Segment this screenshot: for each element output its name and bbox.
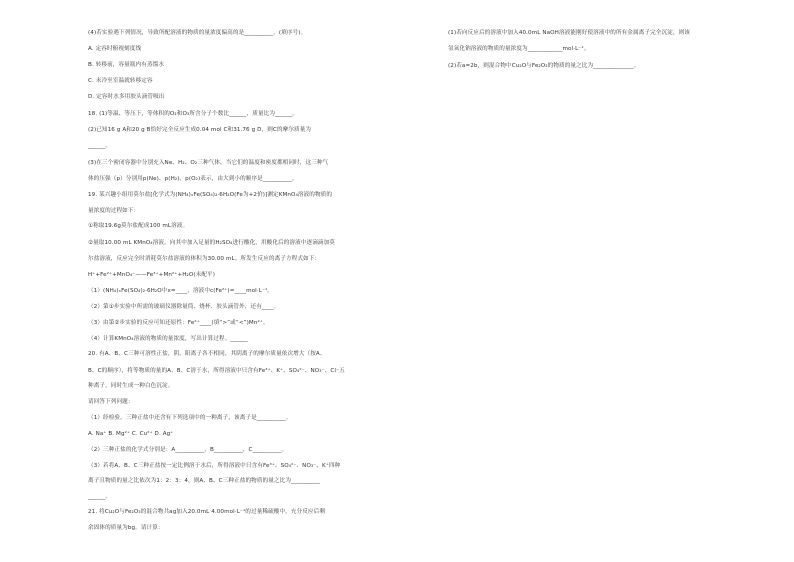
right-text-line: (2)若a=2b，则混合物中Cu₂O与Fe₂O₃的物质的量之比为______________。 bbox=[448, 63, 640, 69]
left-text-line: （4）计算KMnO₄溶液的物质的量浓度，写出计算过程。______ bbox=[88, 336, 248, 342]
left-text-line: ②量取10.00 mL KMnO₄溶液，向其中加入足量的H₂SO₄进行酸化，用酸化后的溶液中逐滴滴加莫 bbox=[88, 240, 335, 246]
left-text-line: (2)已知16 g A和20 g B恰好完全反应生成0.04 mol C和31.76 g D，则C的摩尔质量为 bbox=[88, 127, 312, 133]
left-text-line: (4)若实验遇下列情况，导致所配溶液的物质的量浓度偏高的是__________。(填序号)。 bbox=[88, 30, 307, 36]
left-text-line: ①称取19.6g莫尔盐配成100 mL溶液。 bbox=[88, 223, 189, 229]
left-text-line: ______。 bbox=[88, 494, 112, 500]
left-text-line: B. 转移前，容量瓶内有蒸馏水 bbox=[88, 62, 165, 68]
left-text-line: A. Na⁺ B. Mg²⁺ C. Cu²⁺ D. Ag⁺ bbox=[88, 431, 174, 437]
left-text-line: H⁺+Fe²⁺+MnO₄⁻——Fe³⁺+Mn²⁺+H₂O(未配平) bbox=[88, 272, 216, 278]
left-text-line: (3)在三个密闭容器中分别充入Ne、H₂、O₂三种气体，当它们的温度和密度都相同时，这三种气 bbox=[88, 160, 329, 166]
left-text-line: C. 未冷至室温就转移定容 bbox=[88, 78, 153, 84]
left-text-line: （3）由第②步实验的反应可知还原性：Fe²⁺____(填“>”或“<”)Mn²⁺。 bbox=[88, 320, 269, 326]
left-text-line: D. 定容时水多用胶头滴管吸出 bbox=[88, 94, 165, 100]
left-text-line: 21. 将Cu₂O与Fe₂O₃的混合物共ag加入20.0mL 4.00mol·L⁻¹的过量稀硫酸中，充分反应后剩 bbox=[88, 509, 326, 515]
left-text-line: 体的压强（p）分别用p(Ne)、p(H₂)、p(O₂)表示，由大到小的顺序是__________。 bbox=[88, 176, 298, 182]
left-text-line: 量浓度的过程如下： bbox=[88, 208, 140, 214]
left-text-line: ______。 bbox=[88, 143, 112, 149]
left-text-line: （2）第①步实验中所需的玻璃仪器除量筒、烧杯、胶头滴管外，还有____。 bbox=[88, 304, 280, 310]
left-text-line: A. 定容时俯视刻度线 bbox=[88, 46, 142, 52]
left-text-line: B、C的顺序），将等物质的量的A、B、C溶于水，所得溶液中只含有Fe³⁺、K⁺、SO₄²⁻、NO₃⁻、Cl⁻五 bbox=[88, 368, 345, 374]
left-text-line: 离子且物质的量之比依次为1：2：3：4，则A、B、C三种正盐的物质的量之比为__________ bbox=[88, 478, 320, 484]
left-text-line: （2）三种正盐的化学式分别是：A__________，B__________，C__________。 bbox=[88, 447, 288, 453]
right-text-line: (1)若向反应后的溶液中加入40.0mL NaOH溶液能刚好使溶液中的所有金属离子完全沉淀，则该 bbox=[448, 30, 690, 36]
right-text-line: 氢氧化钠溶液的物质的量浓度为____________mol·L⁻¹。 bbox=[448, 46, 590, 52]
left-text-line: 请回答下列问题： bbox=[88, 399, 134, 405]
left-text-line: 尔盐溶液，反应完全时消耗莫尔盐溶液的体积为30.00 mL。所发生反应的离子方程式如下： bbox=[88, 256, 321, 262]
left-text-line: 18. (1)等温、等压下，等体积的O₂和O₃所含分子个数比______，质量比为______。 bbox=[88, 111, 299, 117]
left-text-line: （1）(NH₄)ₓFe(SO₄)₂·6H₂O中x=____，溶液中c(Fe²⁺)=____mol·L⁻¹。 bbox=[88, 288, 273, 294]
left-text-line: 20. 有A、B、C三种可溶性正盐，阴、阳离子各不相同，其阴离子的摩尔质量依次增大（按A、 bbox=[88, 351, 326, 357]
left-text-line: 种离子，同时生成一种白色沉淀。 bbox=[88, 383, 174, 389]
left-text-line: （1）经检验，三种正盐中还含有下列选项中的一种离子，该离子是__________。 bbox=[88, 415, 292, 421]
left-text-line: 19. 某兴趣小组用莫尔盐[化学式为(NH₄)ₓFe(SO₄)₂·6H₂O(Fe为+2价)]测定KMnO₄溶液的物质的 bbox=[88, 192, 333, 198]
left-text-line: （3）若将A、B、C三种正盐按一定比例溶于水后，所得溶液中只含有Fe³⁺、SO₄²⁻、NO₃⁻、K⁺四种 bbox=[88, 463, 341, 469]
left-text-line: 余固体的质量为bg。请计算： bbox=[88, 525, 164, 531]
